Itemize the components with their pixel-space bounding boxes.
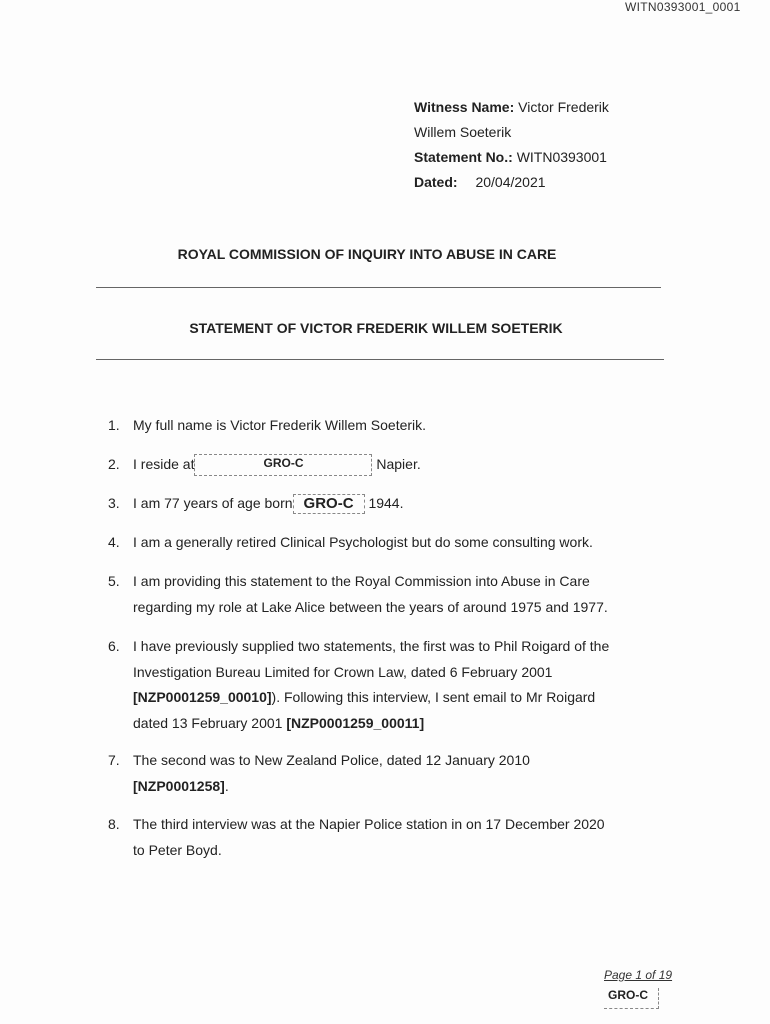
redaction-box: GRO-C xyxy=(194,454,372,476)
statement-number-line xyxy=(414,145,609,170)
dated-value: 20/04/2021 xyxy=(475,174,546,190)
paragraph-6 xyxy=(108,634,668,736)
document-reference: [NZP0001259_00010] xyxy=(133,689,272,705)
statement-number-value: WITN0393001 xyxy=(516,149,607,165)
paragraph-text: My full name is Victor Frederik Willem Soeterik. xyxy=(133,417,427,433)
footer-redaction-box: GRO-C xyxy=(604,988,659,1009)
title-divider-2 xyxy=(96,359,664,360)
paragraph-2 xyxy=(108,452,668,478)
paragraph-number: 5. xyxy=(108,573,120,589)
redaction-box: GRO-C xyxy=(293,494,365,514)
paragraph-line-end: . xyxy=(224,777,229,794)
paragraph-text-pre: I reside at xyxy=(133,456,195,472)
paragraph-line: ). Following this interview, I sent email to Mr Roigard xyxy=(271,689,596,705)
witness-name-continued: Willem Soeterik xyxy=(414,124,512,140)
statement-title: STATEMENT OF VICTOR FREDERIK WILLEM SOETERIK xyxy=(189,320,563,336)
paragraph-line: The third interview was at the Napier Police station in on 17 December 2020 xyxy=(133,816,605,832)
paragraph-text-post: Napier. xyxy=(376,456,421,472)
document-id: WITN0393001_0001 xyxy=(625,0,741,14)
paragraph-7 xyxy=(108,748,668,799)
commission-title: ROYAL COMMISSION OF INQUIRY INTO ABUSE IN CARE xyxy=(177,246,557,262)
paragraph-number: 1. xyxy=(108,417,120,433)
paragraph-number: 6. xyxy=(108,638,120,654)
paragraph-1 xyxy=(108,413,668,439)
witness-name-label: Witness Name: xyxy=(414,99,515,115)
title-divider-1 xyxy=(96,287,661,288)
paragraph-text xyxy=(133,812,668,863)
paragraph-text xyxy=(133,634,668,736)
paragraph-text-post: 1944. xyxy=(368,495,404,511)
witness-info-block xyxy=(414,95,609,195)
paragraph-line: regarding my role at Lake Alice between the years of around 1975 and 1977. xyxy=(133,598,608,615)
paragraph-text xyxy=(133,569,668,620)
witness-name-value: Victor Frederik xyxy=(518,99,609,115)
witness-name-line xyxy=(414,95,609,120)
document-reference: [NZP0001258] xyxy=(133,777,225,794)
page-number: Page 1 of 19 xyxy=(604,968,673,982)
document-reference: [NZP0001259_00011] xyxy=(286,714,425,731)
paragraph-text xyxy=(133,748,668,799)
paragraph-line: dated 13 February 2001 xyxy=(133,714,283,731)
paragraph-5 xyxy=(108,569,668,620)
paragraph-text xyxy=(133,452,668,478)
dated-line xyxy=(414,170,609,195)
paragraph-text: I am a generally retired Clinical Psychologist but do some consulting work. xyxy=(133,534,593,550)
paragraph-text xyxy=(133,491,668,517)
paragraph-line: I have previously supplied two statements, the first was to Phil Roigard of the xyxy=(133,638,610,654)
dated-label: Dated: xyxy=(414,174,458,190)
paragraph-number: 2. xyxy=(108,456,120,472)
paragraph-8 xyxy=(108,812,668,863)
paragraph-3 xyxy=(108,491,668,517)
paragraph-4 xyxy=(108,530,668,556)
paragraph-number: 7. xyxy=(108,752,120,768)
statement-number-label: Statement No.: xyxy=(414,149,513,165)
paragraph-text-pre: I am 77 years of age born xyxy=(133,495,293,511)
paragraph-line: I am providing this statement to the Royal Commission into Abuse in Care xyxy=(133,573,590,589)
paragraph-line: The second was to New Zealand Police, dated 12 January 2010 xyxy=(133,752,530,768)
paragraph-line: to Peter Boyd. xyxy=(133,841,222,858)
paragraph-number: 8. xyxy=(108,816,120,832)
paragraph-number: 3. xyxy=(108,495,120,511)
paragraph-number: 4. xyxy=(108,534,120,550)
paragraph-line: Investigation Bureau Limited for Crown Law, dated 6 February 2001 xyxy=(133,663,553,680)
